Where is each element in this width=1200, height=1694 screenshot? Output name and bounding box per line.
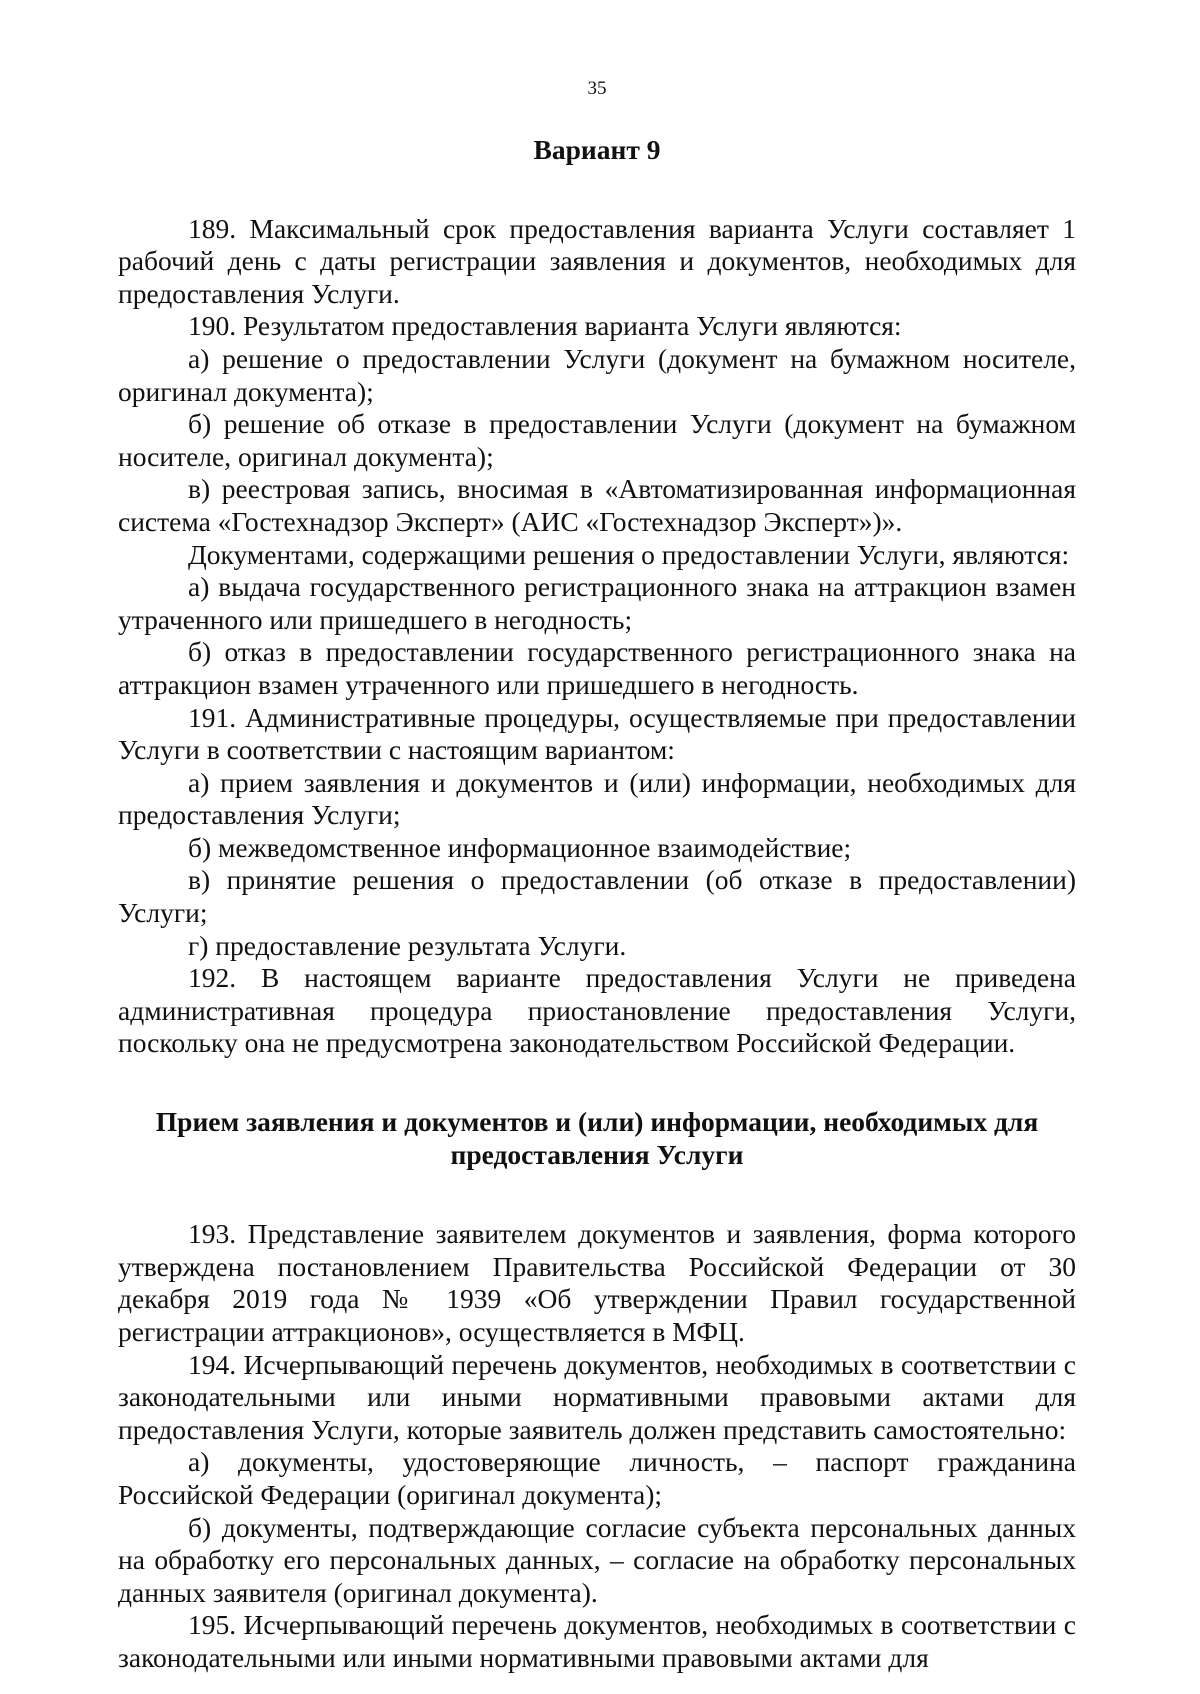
- list-item-194-b: б) документы, подтверждающие согласие субъекта персональных данных на обработку его персональных данных, – согласие на обработку персональных данных заявителя (оригинал документа).: [118, 1511, 1076, 1608]
- section-heading: [118, 1106, 1076, 1171]
- paragraph-191: 191. Административные процедуры, осуществляемые при предоставлении Услуги в соответствии с настоящим вариантом:: [118, 701, 1076, 766]
- paragraph-decision-documents: Документами, содержащими решения о предоставлении Услуги, являются:: [188, 538, 1070, 570]
- paragraph-192: 192. В настоящем варианте предоставления Услуги не приведена административная процедура приостановление предоставления Услуги, поскольку она не предусмотрена законодательством Российской Федерации.: [118, 962, 1076, 1059]
- list-item-190-v: в) реестровая запись, вносимая в «Автоматизированная информационная система «Гостехнадзор Эксперт» (АИС «Гостехнадзор Эксперт»)».: [118, 473, 1076, 537]
- page-number: 35: [587, 78, 607, 99]
- paragraph-193: 193. Представление заявителем документов и заявления, форма которого утверждена постановлением Правительства Российской Федерации от 30 декабря 2019 года № 1939 «Об утверждении Правил государственной регистрации аттракционов», осуществляется в МФЦ.: [118, 1218, 1076, 1347]
- section-heading-line2: предоставления Услуги: [450, 1138, 744, 1170]
- list-item-194-a: а) документы, удостоверяющие личность, – паспорт гражданина Российской Федерации (оригинал документа);: [118, 1446, 1076, 1510]
- paragraph-189: 189. Максимальный срок предоставления варианта Услуги составляет 1 рабочий день с даты регистрации заявления и документов, необходимых для предоставления Услуги.: [118, 212, 1076, 309]
- document-page: [118, 70, 1076, 1675]
- list-item-191-a: а) прием заявления и документов и (или) информации, необходимых для предоставления Услуги;: [118, 766, 1076, 831]
- section-heading-line1: Прием заявления и документов и (или) информации, необходимых для: [155, 1106, 1039, 1138]
- variant-heading: Вариант 9: [533, 134, 661, 165]
- list-item-190-b: б) решение об отказе в предоставлении Услуги (документ на бумажном носителе, оригинал документа);: [118, 408, 1076, 472]
- list-item-191-g: г) предоставление результата Услуги.: [188, 929, 627, 961]
- list-item-decision-a: а) выдача государственного регистрационного знака на аттракцион взамен утраченного или пришедшего в негодность;: [118, 571, 1076, 635]
- list-item-191-b: б) межведомственное информационное взаимодействие;: [188, 831, 852, 863]
- paragraph-194: 194. Исчерпывающий перечень документов, необходимых в соответствии с законодательными или иными нормативными правовыми актами для предоставления Услуги, которые заявитель должен представить самостоятельно:: [118, 1348, 1076, 1445]
- list-item-190-a: а) решение о предоставлении Услуги (документ на бумажном носителе, оригинал документа);: [118, 342, 1076, 407]
- list-item-191-v: в) принятие решения о предоставлении (об отказе в предоставлении) Услуги;: [118, 864, 1076, 929]
- paragraph-190: 190. Результатом предоставления варианта Услуги являются:: [188, 310, 902, 342]
- list-item-decision-b: б) отказ в предоставлении государственного регистрационного знака на аттракцион взамен утраченного или пришедшего в негодность.: [118, 636, 1076, 700]
- paragraph-195: 195. Исчерпывающий перечень документов, необходимых в соответствии с законодательными или иными нормативными правовыми актами для: [118, 1609, 1076, 1673]
